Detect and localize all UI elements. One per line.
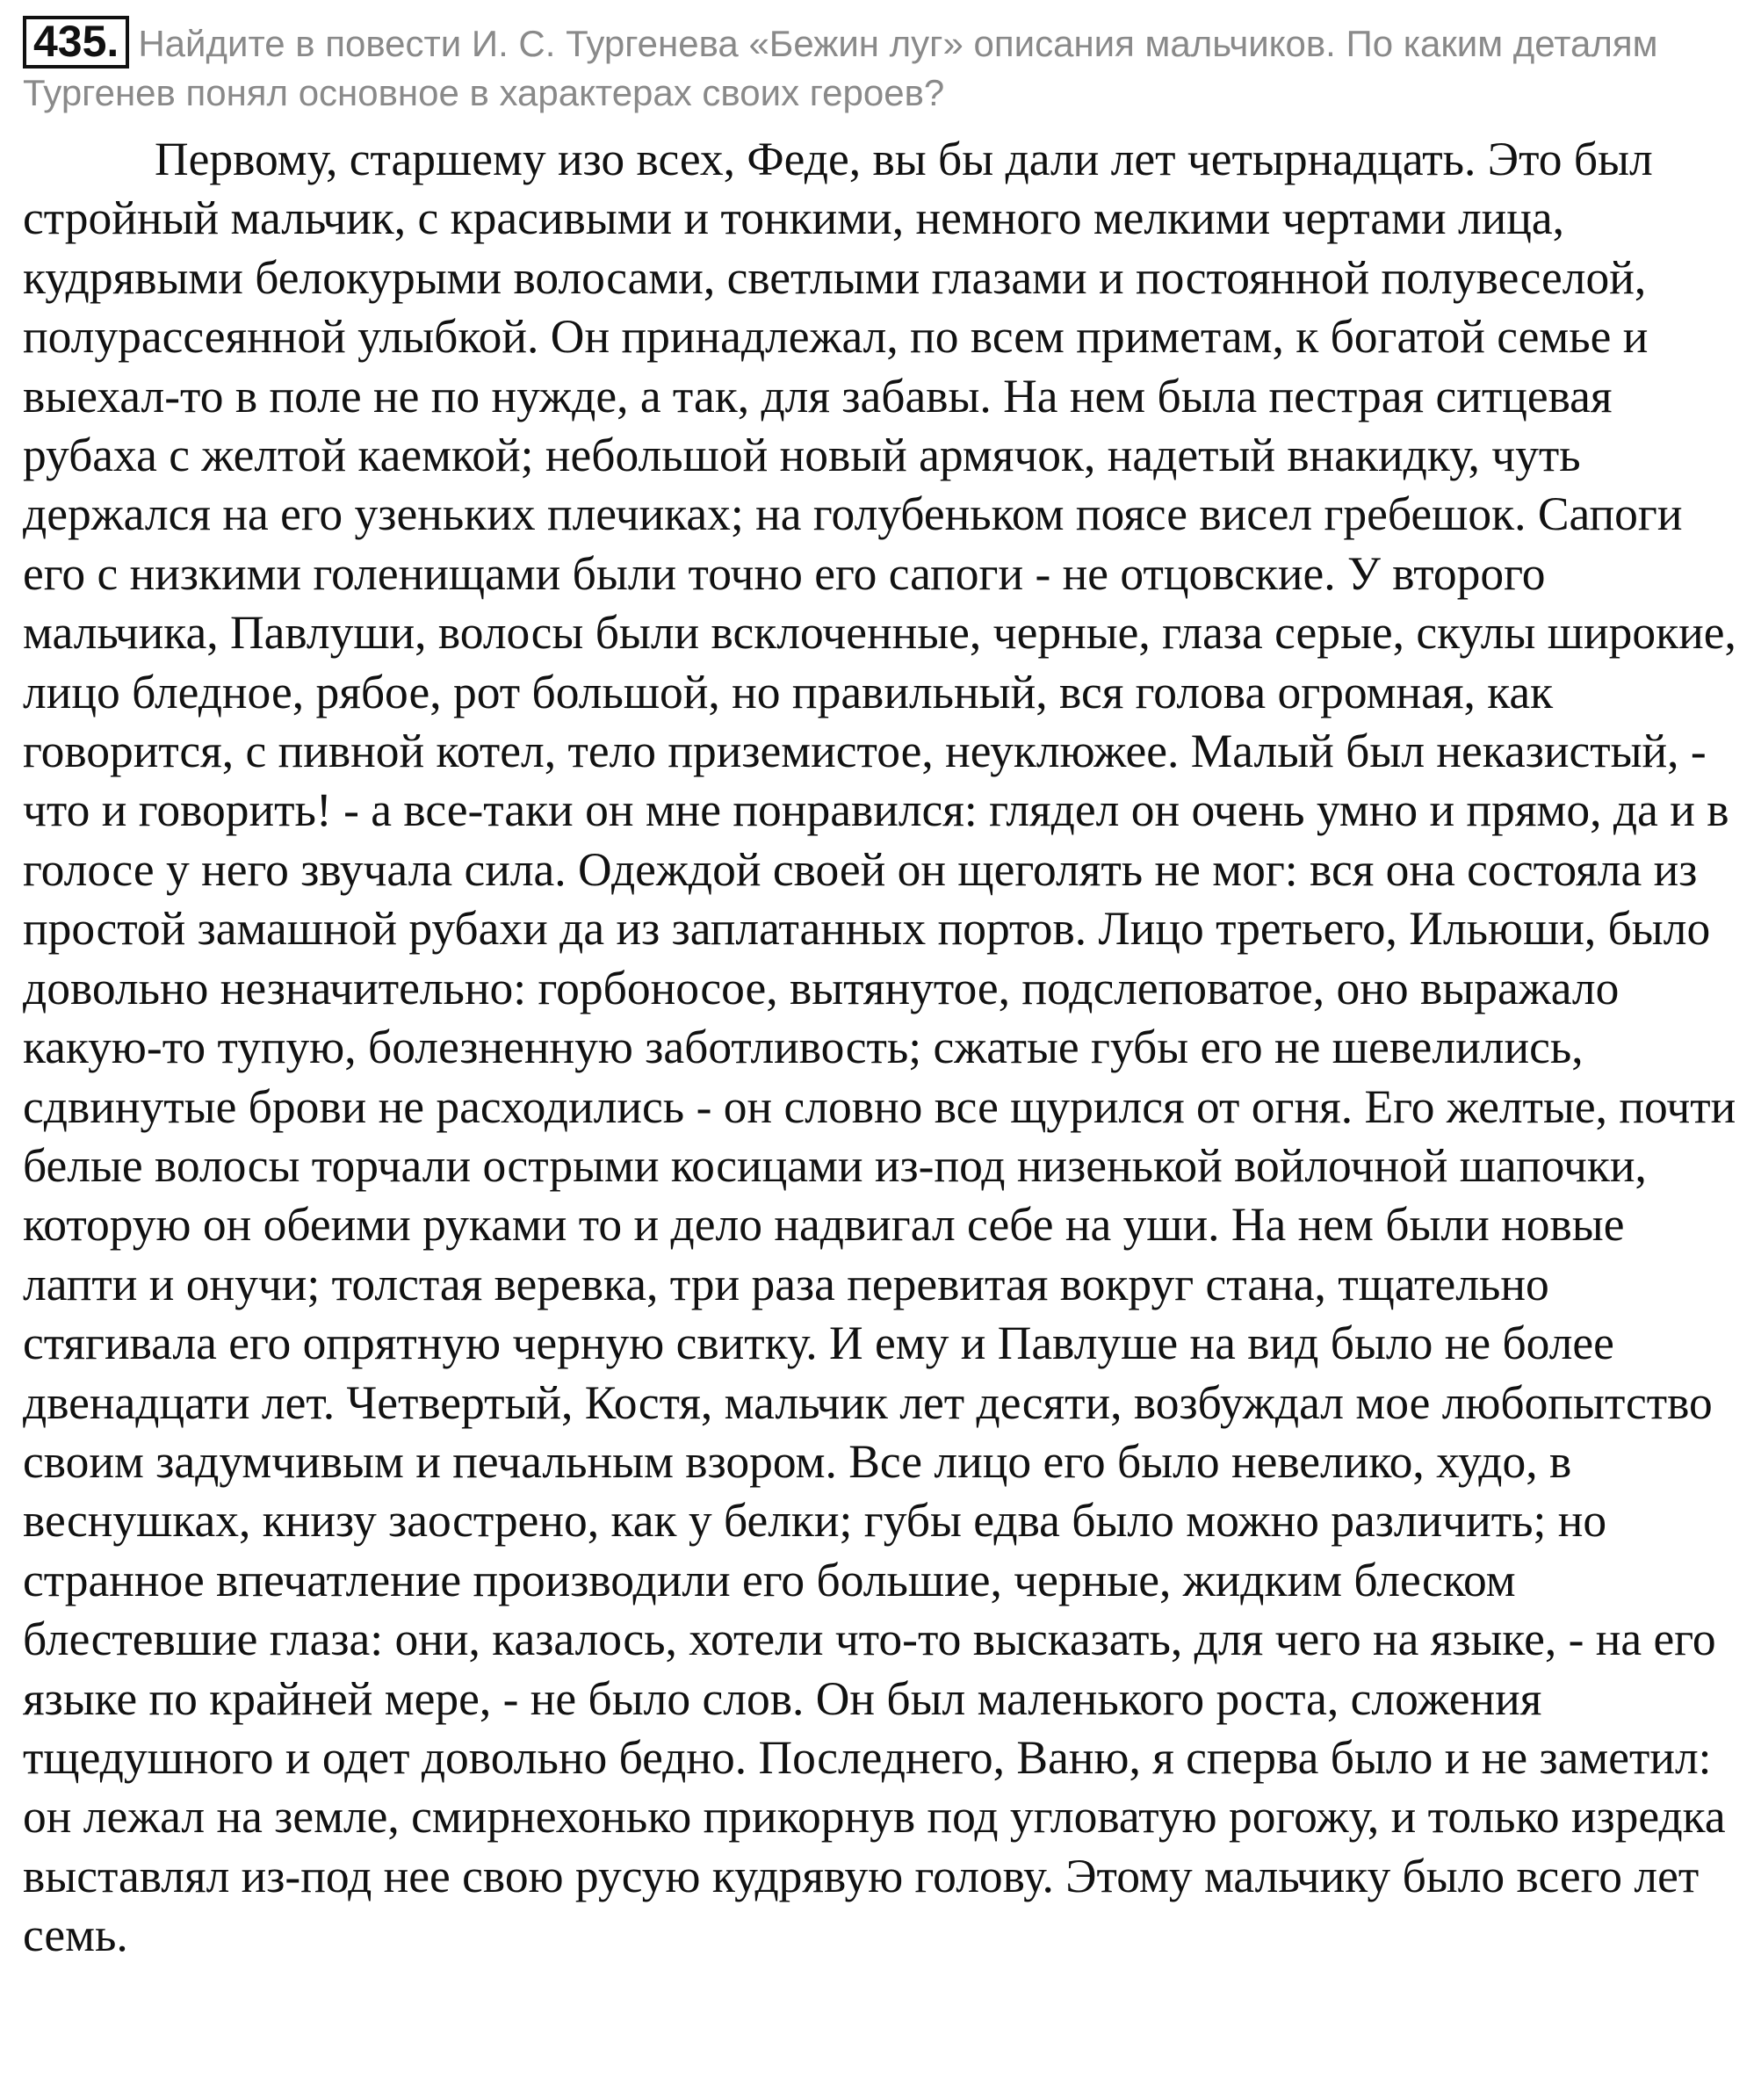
exercise-number: 435. [23,16,129,69]
passage-text: Первому, старшему изо всех, Феде, вы бы дали лет четырнадцать. Это был стройный мальчик, с красивыми и тонкими, немного мелкими чертами лица, кудрявыми белокурыми волосами, светлыми глазами и постоянной полувеселой, полурассеянной улыбкой. Он принадлежал, по всем приметам, к богатой семье и выехал-то в поле не по нужде, а так, для забавы. На нем была пестрая ситцевая рубаха с желтой каемкой; небольшой новый армячок, надетый внакидку, чуть держался на его узеньких плечиках; на голубеньком поясе висел гребешок. Сапоги его с низкими голенищами были точно его сапоги - не отцовские. У второго мальчика, Павлуши, волосы были всклоченные, черные, глаза серые, скулы широкие, лицо бледное, рябое, рот большой, но правильный, вся голова огромная, как говорится, с пивной котел, тело приземистое, неуклюжее. Малый был неказистый, - что и говорить! - а все-таки он мне понравился: глядел он очень умно и прямо, да и в голосе у него звучала сила. Одеждой своей он щеголять не мог: вся она состояла из простой замашной рубахи да из заплатанных портов. Лицо третьего, Ильюши, было довольно незначительно: горбоносое, вытянутое, подслеповатое, оно выражало какую-то тупую, болезненную заботливость; сжатые губы его не шевелились, сдвинутые брови не расходились - он словно все щурился от огня. Его желтые, почти белые волосы торчали острыми косицами из-под низенькой войлочной шапочки, которую он обеими руками то и дело надвигал себе на уши. На нем были новые лапти и онучи; толстая веревка, три раза перевитая вокруг стана, тщательно стягивала его опрятную черную свитку. И ему и Павлуше на вид было не более двенадцати лет. Четвертый, Костя, мальчик лет десяти, возбуждал мое любопытство своим задумчивым и печальным взором. Все лицо его было невелико, худо, в веснушках, книзу заострено, как у белки; губы едва было можно различить; но странное впечатление производили его большие, черные, жидким блеском блестевшие глаза: они, казалось, хотели что-то высказать, для чего на языке, - на его языке по крайней мере, - не было слов. Он был маленького роста, сложения тщедушного и одет довольно бедно. Последнего, Ваню, я сперва было и не заметил: он лежал на земле, смирнехонько прикорнув под угловатую рогожу, и только изредка выставлял из-под нее свою русую кудрявую голову. Этому мальчику было всего лет семь. [23,133,1736,1962]
exercise-task-text: Найдите в повести И. С. Тургенева «Бежин луг» описания мальчиков. По каким деталям Тургенев понял основное в характерах своих героев? [23,23,1658,113]
exercise-task [23,16,1749,118]
